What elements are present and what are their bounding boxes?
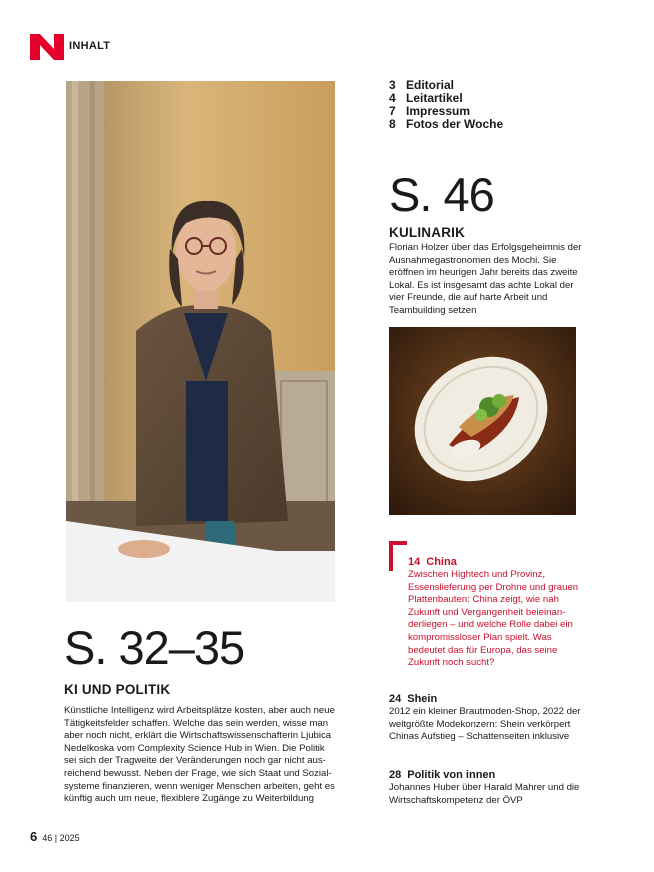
issue-label: 46 | 2025 [42,833,80,843]
red-bracket-icon [389,541,409,573]
shein-page-number: 24 [389,693,402,705]
kulinarik-text: Florian Holzer über das Erfolgsgeheimnis der Ausnahmegastronomen des Mochi. Sie eröffnen im heurigen Jahr bereits das zweite Lokal. Es ist insgesamt das achte Lokal der vier Freunde, die auf harte Arbeit und Teambuilding setzen [389,242,582,316]
ki-title: KI UND POLITIK [64,682,171,697]
toc-item[interactable]: 7 Impressum [389,104,471,118]
toc-list [389,79,503,131]
toc-item[interactable]: 3 Editorial [389,78,455,92]
china-title: China [426,556,457,568]
ki-text: Künstliche Intelligenz wird Arbeitsplätze kosten, aber auch neue Tätigkeitsfelder schaffen. Welche das sein werden, wisse man aber noch nicht, erklärt die Wirtschaftswissenschafterin Ljubica Nedelkoska vom Complexity Science Hub in Wien. Die Politik sei sich der Tragweite der Veränderungen noch gar nicht aus-reichend bewusst. Neben der Frage, wie sich Staat und Sozial-systeme finanzieren, wenn weniger Menschen arbeiten, geht es künftig auch um neue, flexiblere Zugänge zu Weiterbildung [64,705,335,805]
shein-teaser[interactable] [389,693,584,744]
kulinarik-page-number: S. 46 [389,168,494,221]
food-photo [389,327,576,515]
china-page-number: 14 [408,556,421,568]
politik-page-number: 28 [389,769,402,781]
footer [30,829,80,844]
kulinarik-title: KULINARIK [389,225,466,240]
politik-text: Johannes Huber über Harald Mahrer und die Wirtschaftskompetenz der ÖVP [389,782,580,806]
politik-title: Politik von innen [407,769,496,781]
shein-title: Shein [407,693,438,705]
page-number: 6 [30,829,38,844]
china-teaser[interactable] [408,556,580,670]
toc-item[interactable]: 8 Fotos der Woche [389,117,504,131]
china-text: Zwischen Hightech und Provinz, Essenslieferung per Drohne und grauen Plattenbauten: China zeigt, wie nah Zukunft und Vergangenheit beieinan-derliegen – und welche Rolle dabei ein kompromissloser Plan spielt. Was bedeutet das für Europa, das seine Zukunft noch sucht? [408,569,579,669]
portrait-photo [66,81,335,602]
n-logo-icon [30,34,64,60]
shein-text: 2012 ein kleiner Brautmoden-Shop, 2022 der weltgrößte Modekonzern: Shein verkörpert Chinas Aufstieg – Schattenseiten inklusive [389,706,581,743]
ki-page-number: S. 32–35 [64,621,245,674]
toc-item[interactable]: 4 Leitartikel [389,91,463,105]
politik-teaser[interactable] [389,769,584,807]
section-label: INHALT [69,40,111,52]
